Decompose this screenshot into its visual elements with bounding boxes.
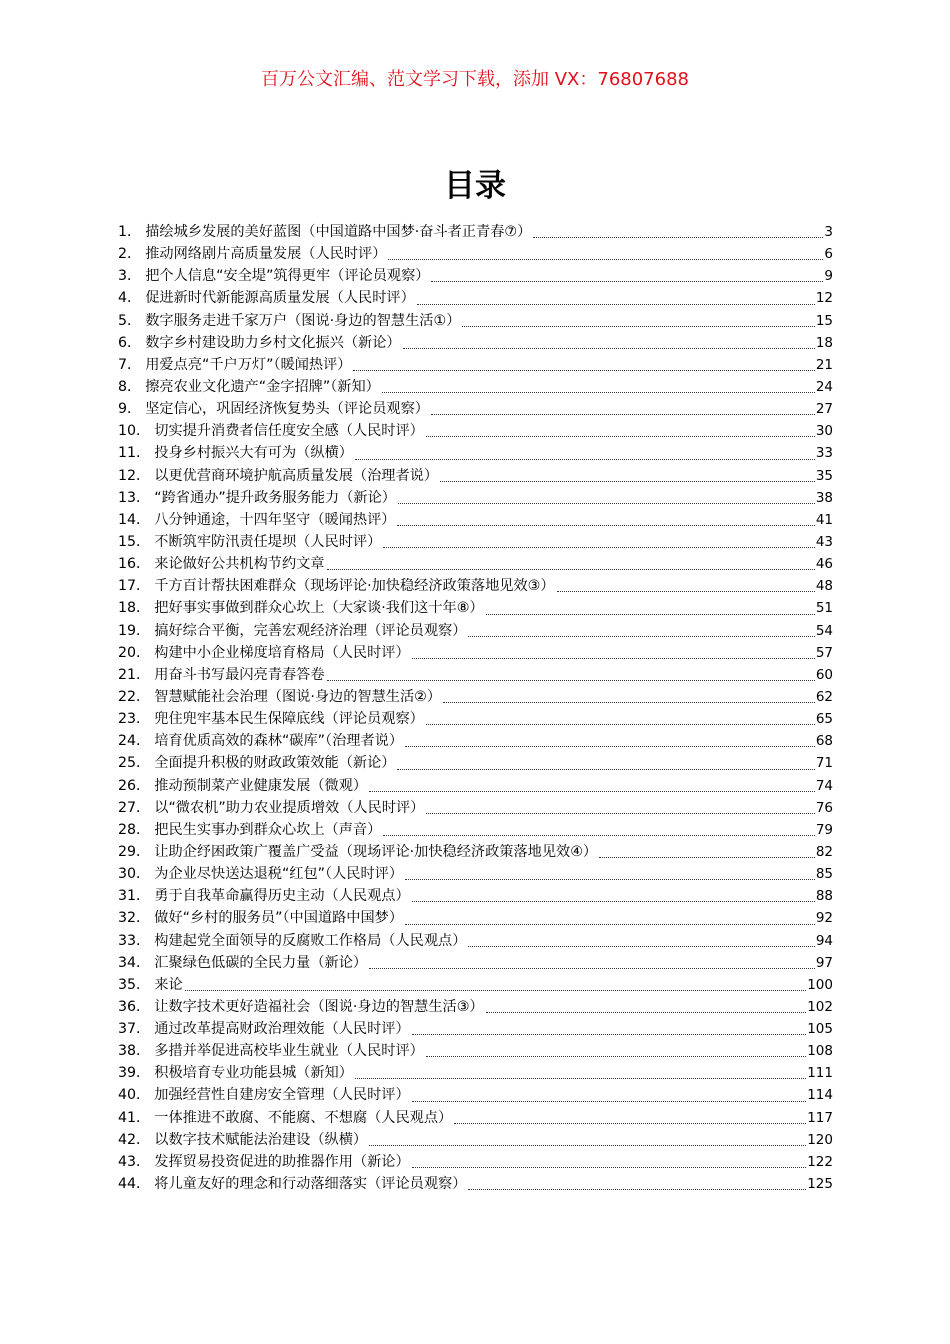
toc-entry[interactable] — [118, 265, 833, 287]
toc-entry[interactable] — [118, 1062, 833, 1084]
toc-dot-leader — [599, 856, 815, 858]
toc-dot-leader — [426, 723, 815, 725]
toc-entry[interactable] — [118, 531, 833, 553]
toc-entry-title: 多措并举促进高校毕业生就业（人民时评） — [154, 1043, 424, 1060]
toc-entry-page: 6 — [824, 246, 833, 263]
toc-dot-leader — [426, 1055, 806, 1057]
toc-entry-title: 千方百计帮扶困难群众（现场评论·加快稳经济政策落地见效③） — [154, 578, 555, 595]
toc-dot-leader — [382, 391, 815, 393]
toc-entry[interactable] — [118, 597, 833, 619]
toc-entry-title: 把民生实事办到群众心坎上（声音） — [154, 821, 382, 838]
toc-entry-title: 数字乡村建设助力乡村文化振兴（新论） — [145, 334, 401, 351]
toc-entry-title: 将儿童友好的理念和行动落细落实（评论员观察） — [154, 1176, 467, 1193]
toc-dot-leader — [353, 369, 814, 371]
toc-entry-title: 用爱点亮“千户万灯”（暖闻热评） — [145, 356, 352, 373]
toc-entry-number: 41． — [118, 1109, 151, 1126]
toc-entry[interactable] — [118, 420, 833, 442]
toc-entry-number: 24． — [118, 733, 151, 750]
toc-entry-number: 6． — [118, 334, 142, 351]
toc-entry-number: 17． — [118, 578, 151, 595]
toc-entry-number: 16． — [118, 556, 151, 573]
toc-entry-number: 28． — [118, 821, 151, 838]
toc-entry-title: 促进新时代新能源高质量发展（人民时评） — [145, 290, 415, 307]
toc-entry[interactable] — [118, 354, 833, 376]
toc-entry[interactable] — [118, 509, 833, 531]
toc-dot-leader — [486, 613, 815, 615]
toc-entry[interactable] — [118, 1173, 833, 1195]
toc-entry-page: 117 — [807, 1109, 833, 1126]
toc-dot-leader — [431, 280, 823, 282]
toc-entry-page: 24 — [815, 378, 833, 395]
toc-entry-number: 11． — [118, 445, 151, 462]
toc-entry-title: 描绘城乡发展的美好蓝图（中国道路中国梦·奋斗者正青春⑦） — [145, 224, 532, 240]
toc-dot-leader — [327, 568, 815, 570]
toc-entry[interactable] — [118, 952, 833, 974]
toc-entry[interactable] — [118, 1129, 833, 1151]
toc-entry-number: 38． — [118, 1043, 151, 1060]
toc-entry[interactable] — [118, 243, 833, 265]
toc-entry-title: 用奋斗书写最闪亮青春答卷 — [154, 666, 325, 683]
toc-dot-leader — [403, 347, 815, 349]
toc-entry-page: 62 — [815, 688, 833, 705]
toc-entry-page: 3 — [824, 224, 833, 240]
toc-entry-page: 122 — [807, 1153, 833, 1170]
toc-entry[interactable] — [118, 1040, 833, 1062]
toc-entry-title: 勇于自我革命赢得历史主动（人民观点） — [154, 888, 410, 905]
toc-entry-number: 22． — [118, 688, 151, 705]
toc-entry-page: 102 — [807, 998, 833, 1015]
toc-entry-page: 18 — [815, 334, 833, 351]
toc-dot-leader — [426, 435, 815, 437]
toc-entry-number: 29． — [118, 843, 151, 860]
toc-entry-page: 92 — [815, 910, 833, 927]
toc-entry[interactable] — [118, 332, 833, 354]
toc-entry-number: 23． — [118, 711, 151, 728]
toc-entry-number: 9． — [118, 401, 142, 418]
toc-entry[interactable] — [118, 797, 833, 819]
toc-entry[interactable] — [118, 442, 833, 464]
toc-entry-title: 来论做好公共机构节约文章 — [154, 556, 325, 573]
toc-entry-number: 13． — [118, 489, 151, 506]
toc-dot-leader — [355, 458, 815, 460]
toc-dot-leader — [388, 258, 823, 260]
toc-entry-number: 33． — [118, 932, 151, 949]
toc-entry-number: 30． — [118, 866, 151, 883]
toc-dot-leader — [383, 834, 815, 836]
toc-dot-leader — [557, 590, 815, 592]
toc-entry-title: 兜住兜牢基本民生保障底线（评论员观察） — [154, 711, 424, 728]
toc-entry-title: 加强经营性自建房安全管理（人民时评） — [154, 1087, 410, 1104]
toc-entry-number: 42． — [118, 1131, 151, 1148]
toc-entry-page: 41 — [815, 511, 833, 528]
toc-entry-number: 27． — [118, 799, 151, 816]
toc-dot-leader — [405, 923, 815, 925]
toc-dot-leader — [440, 480, 815, 482]
toc-entry-number: 40． — [118, 1087, 151, 1104]
toc-entry-page: 33 — [815, 445, 833, 462]
toc-entry-number: 12． — [118, 467, 151, 484]
toc-entry[interactable] — [118, 974, 833, 996]
toc-entry-title: 构建中小企业梯度培育格局（人民时评） — [154, 644, 410, 661]
toc-dot-leader — [468, 1188, 806, 1190]
toc-dot-leader — [412, 1033, 807, 1035]
toc-entry-number: 7． — [118, 356, 142, 373]
toc-dot-leader — [412, 657, 815, 659]
toc-entry-title: 让数字技术更好造福社会（图说·身边的智慧生活③） — [154, 998, 484, 1015]
toc-entry-page: 79 — [815, 821, 833, 838]
toc-entry-number: 3． — [118, 268, 142, 285]
toc-entry[interactable] — [118, 487, 833, 509]
download-banner: 百万公文汇编、范文学习下载，添加 VX：76807688 — [261, 69, 689, 90]
toc-dot-leader — [468, 635, 814, 637]
toc-entry-number: 2． — [118, 246, 142, 263]
toc-entry-page: 9 — [824, 268, 833, 285]
toc-entry[interactable] — [118, 686, 833, 708]
toc-dot-leader — [417, 303, 815, 305]
toc-entry-title: 坚定信心，巩固经济恢复势头（评论员观察） — [145, 401, 429, 418]
toc-dot-leader — [454, 1122, 806, 1124]
toc-dot-leader — [369, 1144, 806, 1146]
toc-entry-page: 125 — [807, 1176, 833, 1193]
toc-dot-leader — [412, 900, 815, 902]
toc-entry-number: 14． — [118, 511, 151, 528]
toc-entry[interactable] — [118, 1084, 833, 1106]
toc-entry-title: 投身乡村振兴大有可为（纵横） — [154, 445, 353, 462]
toc-entry[interactable] — [118, 575, 833, 597]
toc-dot-leader — [405, 878, 815, 880]
toc-dot-leader — [468, 945, 814, 947]
toc-entry-page: 51 — [815, 600, 833, 617]
toc-entry-page: 57 — [815, 644, 833, 661]
toc-entry-page: 65 — [815, 711, 833, 728]
toc-entry-number: 21． — [118, 666, 151, 683]
toc-dot-leader — [398, 502, 815, 504]
toc-entry[interactable] — [118, 907, 833, 929]
toc-entry-page: 48 — [815, 578, 833, 595]
toc-entry-page: 76 — [815, 799, 833, 816]
toc-dot-leader — [431, 413, 815, 415]
toc-entry-number: 44． — [118, 1176, 151, 1193]
toc-entry[interactable] — [118, 819, 833, 841]
toc-entry-number: 25． — [118, 755, 151, 772]
toc-entry-title: 搞好综合平衡，完善宏观经济治理（评论员观察） — [154, 622, 467, 639]
toc-entry-page: 97 — [815, 954, 833, 971]
toc-entry-title: 来论 — [154, 976, 183, 993]
toc-entry-title: 为企业尽快送达退税“红包”（人民时评） — [154, 866, 404, 883]
toc-entry[interactable] — [118, 221, 833, 243]
toc-entry-page: 85 — [815, 866, 833, 883]
toc-entry-page: 114 — [807, 1087, 833, 1104]
toc-entry[interactable] — [118, 642, 833, 664]
toc-entry-page: 54 — [815, 622, 833, 639]
toc-entry-number: 36． — [118, 998, 151, 1015]
page-title: 目录 — [444, 168, 506, 204]
toc-entry-number: 5． — [118, 312, 142, 329]
toc-entry-number: 8． — [118, 378, 142, 395]
toc-entry-page: 105 — [807, 1021, 833, 1038]
toc-entry[interactable] — [118, 708, 833, 730]
toc-entry-title: 通过改革提高财政治理效能（人民时评） — [154, 1021, 410, 1038]
toc-entry[interactable] — [118, 930, 833, 952]
toc-entry-number: 20． — [118, 644, 151, 661]
toc-entry-title: 切实提升消费者信任度安全感（人民时评） — [154, 423, 424, 440]
toc-entry-title: 让助企纾困政策广覆盖广受益（现场评论·加快稳经济政策落地见效④） — [154, 843, 598, 860]
toc-entry-page: 82 — [815, 843, 833, 860]
toc-entry-title: “跨省通办”提升政务服务能力（新论） — [154, 489, 396, 506]
toc-entry[interactable] — [118, 398, 833, 420]
toc-entry[interactable] — [118, 863, 833, 885]
toc-entry-number: 43． — [118, 1153, 151, 1170]
toc-entry-number: 26． — [118, 777, 151, 794]
toc-entry-title: 智慧赋能社会治理（图说·身边的智慧生活②） — [154, 688, 442, 705]
toc-entry-page: 12 — [815, 290, 833, 307]
toc-dot-leader — [369, 967, 815, 969]
toc-dot-leader — [383, 546, 815, 548]
toc-entry-number: 10． — [118, 423, 151, 440]
toc-entry[interactable] — [118, 310, 833, 332]
toc-entry-title: 数字服务走进千家万户（图说·身边的智慧生活①） — [145, 312, 461, 329]
toc-entry-title: 培育优质高效的森林“碳库”（治理者说） — [154, 733, 404, 750]
toc-entry-title: 把个人信息“安全堤”筑得更牢（评论员观察） — [145, 268, 430, 285]
table-of-contents — [118, 221, 833, 1195]
toc-entry-page: 71 — [815, 755, 833, 772]
toc-dot-leader — [412, 1100, 807, 1102]
toc-entry-page: 120 — [807, 1131, 833, 1148]
toc-entry[interactable] — [118, 553, 833, 575]
toc-entry[interactable] — [118, 465, 833, 487]
toc-entry-title: 擦亮农业文化遗产“金字招牌”（新知） — [145, 378, 380, 395]
toc-dot-leader — [412, 1166, 807, 1168]
toc-entry-title: 推动网络剧片高质量发展（人民时评） — [145, 246, 387, 263]
toc-entry-page: 43 — [815, 533, 833, 550]
toc-entry-title: 不断筑牢防汛责任堤坝（人民时评） — [154, 533, 382, 550]
toc-entry-title: 构建起党全面领导的反腐败工作格局（人民观点） — [154, 932, 467, 949]
toc-entry-title: 汇聚绿色低碳的全民力量（新论） — [154, 954, 368, 971]
toc-entry[interactable] — [118, 996, 833, 1018]
toc-entry[interactable] — [118, 1107, 833, 1129]
toc-entry[interactable] — [118, 620, 833, 642]
toc-dot-leader — [405, 745, 815, 747]
toc-dot-leader — [443, 701, 815, 703]
toc-entry-number: 34． — [118, 954, 151, 971]
toc-entry[interactable] — [118, 841, 833, 863]
toc-dot-leader — [355, 1077, 806, 1079]
toc-entry[interactable] — [118, 1018, 833, 1040]
toc-entry-title: 以更优营商环境护航高质量发展（治理者说） — [154, 467, 439, 484]
toc-dot-leader — [426, 812, 814, 814]
toc-entry-page: 68 — [815, 733, 833, 750]
toc-entry-page: 94 — [815, 932, 833, 949]
toc-entry-page: 27 — [815, 401, 833, 418]
toc-entry-page: 74 — [815, 777, 833, 794]
toc-entry-page: 88 — [815, 888, 833, 905]
toc-dot-leader — [369, 790, 815, 792]
toc-entry-number: 15． — [118, 533, 151, 550]
toc-dot-leader — [185, 989, 807, 991]
toc-entry[interactable] — [118, 730, 833, 752]
toc-entry-title: 积极培育专业功能县城（新知） — [154, 1065, 353, 1082]
toc-entry[interactable] — [118, 885, 833, 907]
toc-entry-page: 108 — [807, 1043, 833, 1060]
toc-entry-page: 30 — [815, 423, 833, 440]
toc-dot-leader — [397, 768, 814, 770]
toc-entry-number: 18． — [118, 600, 151, 617]
toc-entry-title: 把好事实事做到群众心坎上（大家谈·我们这十年⑧） — [154, 600, 484, 617]
toc-entry-title: 以数字技术赋能法治建设（纵横） — [154, 1131, 368, 1148]
toc-entry-title: 八分钟通途，十四年坚守（暖闻热评） — [154, 511, 396, 528]
toc-entry-page: 111 — [807, 1065, 833, 1082]
toc-entry-number: 31． — [118, 888, 151, 905]
toc-entry-page: 100 — [807, 976, 833, 993]
toc-entry-page: 60 — [815, 666, 833, 683]
toc-entry[interactable] — [118, 287, 833, 309]
toc-entry-number: 1． — [118, 224, 142, 240]
toc-entry-number: 39． — [118, 1065, 151, 1082]
toc-entry-title: 做好“乡村的服务员”（中国道路中国梦） — [154, 910, 404, 927]
toc-dot-leader — [327, 679, 815, 681]
toc-entry[interactable] — [118, 775, 833, 797]
toc-entry-title: 发挥贸易投资促进的助推器作用（新论） — [154, 1153, 410, 1170]
toc-entry[interactable] — [118, 752, 833, 774]
toc-dot-leader — [533, 236, 823, 238]
toc-dot-leader — [397, 524, 814, 526]
toc-entry-page: 15 — [815, 312, 833, 329]
toc-entry-number: 35． — [118, 976, 151, 993]
toc-entry-title: 以“微农机”助力农业提质增效（人民时评） — [154, 799, 425, 816]
toc-entry-number: 4． — [118, 290, 142, 307]
toc-dot-leader — [486, 1011, 807, 1013]
toc-entry-title: 全面提升积极的财政政策效能（新论） — [154, 755, 396, 772]
toc-entry-title: 一体推进不敢腐、不能腐、不想腐（人民观点） — [154, 1109, 453, 1126]
toc-entry-number: 32． — [118, 910, 151, 927]
toc-entry-number: 19． — [118, 622, 151, 639]
toc-entry-page: 46 — [815, 556, 833, 573]
toc-entry[interactable] — [118, 664, 833, 686]
toc-dot-leader — [462, 325, 814, 327]
toc-entry-page: 35 — [815, 467, 833, 484]
toc-entry-title: 推动预制菜产业健康发展（微观） — [154, 777, 368, 794]
toc-entry-page: 38 — [815, 489, 833, 506]
toc-entry-page: 21 — [815, 356, 833, 373]
toc-entry[interactable] — [118, 1151, 833, 1173]
toc-entry-number: 37． — [118, 1021, 151, 1038]
toc-entry[interactable] — [118, 376, 833, 398]
